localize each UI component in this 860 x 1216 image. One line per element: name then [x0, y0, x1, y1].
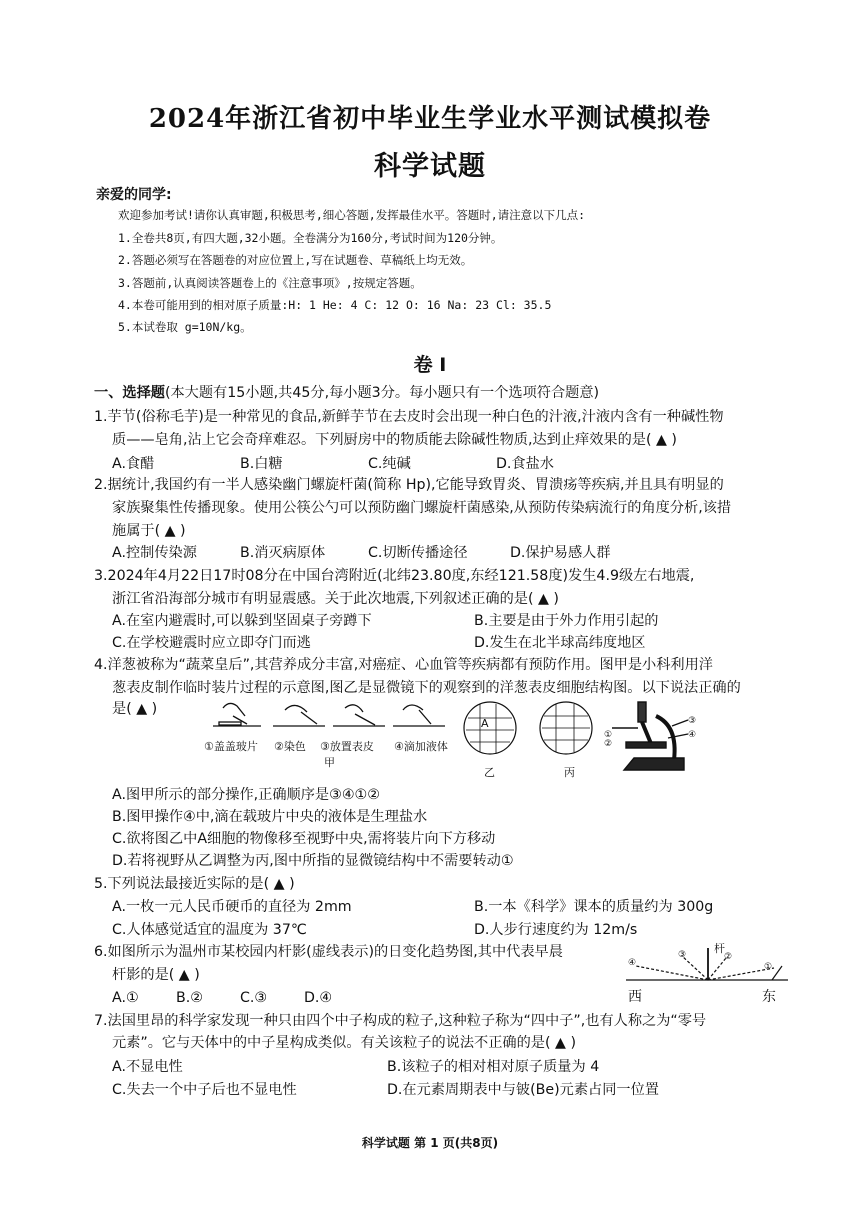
- notice-item: 3.答题前,认真阅读答题卷上的《注意事项》,按规定答题。: [118, 276, 422, 290]
- q2-option-b: B.消灭病原体: [240, 545, 326, 561]
- figure-label-jia: 甲: [324, 756, 335, 769]
- pole-label: 杆: [714, 942, 725, 955]
- q2-line: 家族聚集性传播现象。使用公筷公勺可以预防幽门螺旋杆菌感染,从预防传染病流行的角度分析,该措: [112, 500, 732, 516]
- q5-option-c: C.人体感觉适宜的温度为 37℃: [112, 922, 307, 938]
- direction-east: 东: [762, 989, 776, 1005]
- scope-marker: ④: [688, 730, 697, 740]
- q5-options-row2: [112, 921, 637, 939]
- q5-option-d: D.人步行速度约为 12m/s: [474, 922, 638, 938]
- q7-option-b: B.该粒子的相对相对原子质量为 4: [387, 1059, 600, 1075]
- q3-option-c: C.在学校避震时应立即夺门而逃: [112, 635, 311, 651]
- scope-marker: ③: [688, 716, 697, 726]
- q7-options-row1: [112, 1058, 599, 1076]
- shadow-marker: ①: [764, 962, 773, 972]
- q6-option-d: D.④: [304, 990, 333, 1006]
- q2-option-c: C.切断传播途径: [368, 545, 468, 561]
- q1-option-a: A.食醋: [112, 456, 155, 472]
- q1-line: 1.芋节(俗称毛芋)是一种常见的食品,新鲜芋节在去皮时会出现一种白色的汁液,汁液内含有一种碱性物: [94, 409, 724, 425]
- q6-line: 6.如图所示为温州市某校园内杆影(虚线表示)的日变化趋势图,其中代表早晨: [94, 944, 563, 960]
- q2-option-a: A.控制传染源: [112, 545, 197, 561]
- section-heading: [94, 384, 599, 402]
- q4-option-a: A.图甲所示的部分操作,正确顺序是③④①②: [112, 787, 380, 803]
- q6-options: [112, 989, 332, 1007]
- section-title: 卷 I: [413, 354, 447, 376]
- microscope-icon: [612, 698, 698, 776]
- q1-options: [112, 455, 554, 473]
- q4-option-c: C.欲将图乙中A细胞的物像移至视野中央,需将装片向下方移动: [112, 831, 496, 847]
- q6-line: 杆影的是( ▲ ): [112, 967, 200, 983]
- q5-options-row1: [112, 898, 713, 916]
- q1-option-b: B.白糖: [240, 456, 283, 472]
- q1-line: 质——皂角,沾上它会奇痒难忍。下列厨房中的物质能去除碱性物质,达到止痒效果的是( ▲ ): [112, 432, 677, 448]
- q3-line: 3.2024年4月22日17时08分在中国台湾附近(北纬23.80度,东经121.58度)发生4.9级左右地震,: [94, 568, 695, 584]
- q7-option-d: D.在元素周期表中与铍(Be)元素占同一位置: [387, 1082, 659, 1098]
- exam-subtitle: 科学试题: [374, 151, 486, 182]
- q3-option-d: D.发生在北半球高纬度地区: [474, 635, 646, 651]
- q3-option-b: B.主要是由于外力作用引起的: [474, 613, 659, 629]
- page-footer: 科学试题 第 1 页(共8页): [361, 1136, 499, 1150]
- q4-option-d: D.若将视野从乙调整为丙,图中所指的显微镜结构中不需要转动①: [112, 853, 514, 869]
- figure-label-bing: 丙: [564, 766, 575, 779]
- q3-options-row2: [112, 634, 646, 652]
- greeting: 亲爱的同学:: [96, 187, 172, 203]
- q1-option-d: D.食盐水: [496, 456, 554, 472]
- exam-title: 2024年浙江省初中毕业生学业水平测试模拟卷: [148, 104, 712, 134]
- section-heading-rest: (本大题有15小题,共45分,每小题3分。每小题只有一个选项符合题意): [164, 385, 600, 401]
- direction-west: 西: [628, 989, 642, 1005]
- cell-marker: A: [481, 717, 489, 730]
- slide-step-label: ④滴加液体: [394, 740, 448, 753]
- q4-line: 是( ▲ ): [112, 701, 158, 717]
- q6-option-b: B.②: [176, 990, 203, 1006]
- notice-item: 5.本试卷取 g=10N/kg。: [118, 320, 252, 334]
- slide-steps-figure: [205, 696, 457, 734]
- slide-step-label: ①盖盖玻片: [204, 740, 258, 753]
- scope-marker: ②: [604, 739, 613, 749]
- notice-intro: 欢迎参加考试!请你认真审题,积极思考,细心答题,发挥最佳水平。答题时,请注意以下几点:: [118, 208, 586, 222]
- q7-options-row2: [112, 1081, 659, 1099]
- q5-option-b: B.一本《科学》课本的质量约为 300g: [474, 899, 714, 915]
- q6-option-c: C.③: [240, 990, 268, 1006]
- q7-option-a: A.不显电性: [112, 1059, 183, 1075]
- q3-options-row1: [112, 612, 659, 630]
- q4-line: 葱表皮制作临时装片过程的示意图,图乙是显微镜下的观察到的洋葱表皮细胞结构图。以下说法正确的: [112, 680, 741, 696]
- q7-line: 7.法国里昂的科学家发现一种只由四个中子构成的粒子,这种粒子称为“四中子”,也有人称之为“零号: [94, 1013, 707, 1029]
- notice-item: 1.全卷共8页,有四大题,32小题。全卷满分为160分,考试时间为120分钟。: [118, 231, 503, 245]
- q3-line: 浙江省沿海部分城市有明显震感。关于此次地震,下列叙述正确的是( ▲ ): [112, 591, 559, 607]
- q5-option-a: A.一枚一元人民币硬币的直径为 2mm: [112, 899, 352, 915]
- slide-step-label: ②染色: [274, 740, 306, 753]
- scope-marker: ①: [604, 730, 613, 740]
- q6-option-a: A.①: [112, 990, 139, 1006]
- q2-line: 施属于( ▲ ): [112, 523, 186, 539]
- shadow-marker: ④: [628, 958, 637, 968]
- q7-option-c: C.失去一个中子后也不显电性: [112, 1082, 297, 1098]
- notice-item: 4.本卷可能用到的相对原子质量:H: 1 He: 4 C: 12 O: 16 Na: 23 Cl: 35.5: [118, 298, 552, 312]
- q2-line: 2.据统计,我国约有一半人感染幽门螺旋杆菌(简称 Hp),它能导致胃炎、胃溃疡等疾病,并且具有明显的: [94, 477, 724, 493]
- shadow-marker: ②: [724, 952, 733, 962]
- q1-option-c: C.纯碱: [368, 456, 411, 472]
- q4-option-b: B.图甲操作④中,滴在载玻片中央的液体是生理盐水: [112, 809, 428, 825]
- notice-item: 2.答题必须写在答题卷的对应位置上,写在试题卷、草稿纸上均无效。: [118, 253, 473, 267]
- slide-step-label: ③放置表皮: [320, 740, 374, 753]
- section-heading-bold: 一、选择题: [94, 385, 165, 401]
- shadow-marker: ③: [678, 950, 687, 960]
- q2-option-d: D.保护易感人群: [510, 545, 611, 561]
- q3-option-a: A.在室内避震时,可以躲到坚固桌子旁蹲下: [112, 613, 372, 629]
- q4-line: 4.洋葱被称为“蔬菜皇后”,其营养成分丰富,对癌症、心血管等疾病都有预防作用。图甲是小科利用洋: [94, 657, 713, 673]
- q7-line: 元素”。它与天体中的中子星构成类似。有关该粒子的说法不正确的是( ▲ ): [112, 1035, 576, 1051]
- q2-options: [112, 544, 611, 562]
- q5-line: 5.下列说法最接近实际的是( ▲ ): [94, 876, 295, 892]
- figure-label-yi: 乙: [484, 766, 495, 779]
